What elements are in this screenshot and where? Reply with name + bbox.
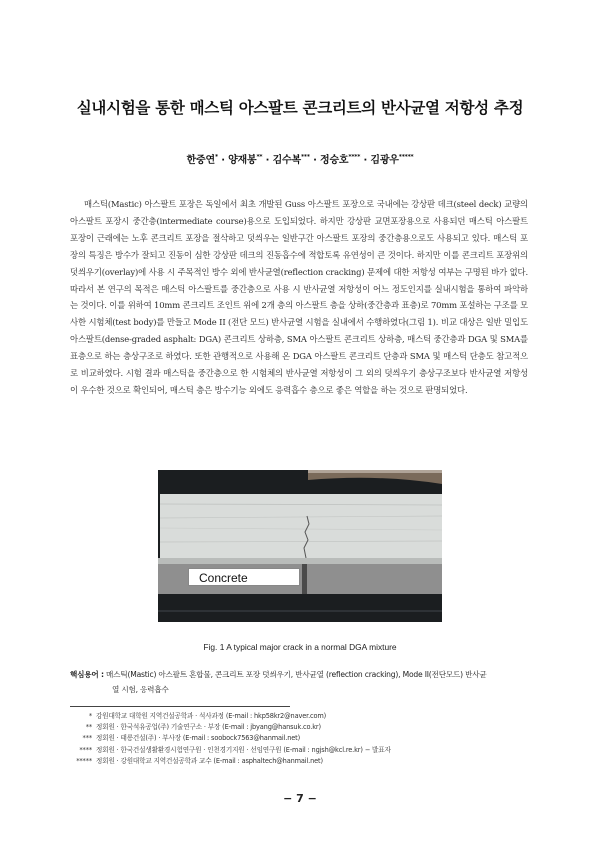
footnote-divider [70, 706, 290, 707]
abstract-body: 매스틱(Mastic) 아스팔트 포장은 독일에서 최초 개발된 Guss 아스팔트 포장으로 국내에는 강상판 데크(steel deck) 교량의 아스팔트 포장시 중간층(intermediate course)용으로 도입되었다. 하지만 강상판 교면포장용으로 사용되던 매스틱 아스팔트 포장이 근래에는 노후 콘크리트 포장을 절삭하고 덧씌우는 일반구간 아스팔트 포장의 중간층용으로도 사용되고 있다. 매스틱 포장의 특징은 방수가 잘되고 진동이 심한 강상판 데크의 진동흡수에 적합토록 유연성이 큰 것이다. 하지만 이를 콘크리트 포장위의 덧씌우기(overlay)에 사용 시 주목적인 방수 외에 반사균열(reflection cracking) 문제에 대한 저항성 여부는 구명된 바가 없다. 따라서 본 연구의 목적은 매스틱 아스팔트를 중간층으로 사용 시 반사균열 저항성이 어느 정도인지를 실내시험을 통하여 파악하는 것이다. 이를 위하여 10mm 콘크리트 조인트 위에 2개 층의 아스팔트 층을 상하(중간층과 표층)로 70mm 포설하는 구조를 모사한 시험체(test body)를 만들고 Mode II (전단 모드) 반사균열 시험을 실내에서 수행하였다(그림 1). 비교 대상은 일반 밀입도 아스팔트(dense-graded asphalt: DGA) 콘크리트 상하층, SMA 아스팔트 콘크리트 상하층, 매스틱 중간층과 DGA 및 SMA를 표층으로 하는 층상구조로 하였다. 또한 관행적으로 사용해 온 DGA 아스팔트 콘크리트 단층과 SMA 및 매스틱 단층도 참고적으로 비교하였다. 시험 결과 매스틱을 중간층으로 한 시험체의 반사균열 저항성이 그 외의 덧씌우기 층상구조보다 반사균열 저항성이 우수한 것으로 확인되어, 매스틱 층은 방수기능 외에도 응력흡수 층으로 좋은 역할을 하는 것으로 판명되었다. [70, 199, 528, 395]
author-name: 김광우 [370, 155, 399, 166]
keywords-line1: 매스틱(Mastic) 아스팔트 혼합물, 콘크리트 포장 덧씌우기, 반사균열 (reflection cracking), Mode II(전단모드) 반사균 [106, 670, 487, 679]
author-separator: · [265, 155, 270, 166]
footnotes [70, 711, 540, 767]
author-separator: · [221, 155, 225, 166]
keywords-line2: 열 시험, 응력흡수 [112, 684, 169, 694]
author-name: 정승호 [320, 155, 349, 166]
footnote [70, 722, 540, 733]
author-name: 한중연 [186, 155, 215, 166]
photo-bottom [158, 594, 442, 622]
test-specimen-photo [158, 470, 442, 622]
footnote-mark: *** [82, 734, 92, 743]
author-list [40, 151, 560, 166]
loading-plate-edge [308, 470, 442, 473]
keywords-heading: 핵심용어 : [70, 670, 104, 679]
author-separator: · [313, 155, 317, 166]
figure-caption: Fig. 1 A typical major crack in a normal DGA mixture [203, 642, 397, 652]
author-mark: ***** [398, 153, 414, 161]
keywords [70, 668, 540, 697]
footnote-text: 강원대학교 대학원 지역건설공학과 · 석사과정 (E-mail : hkp58kr2@naver.com) [96, 712, 327, 720]
footnote-mark: ** [85, 723, 92, 732]
page-number: − 7 − [283, 792, 317, 805]
author-name: 김수복 [272, 155, 301, 166]
footnote [70, 745, 540, 756]
author-mark: *** [300, 153, 310, 161]
concrete-joint [302, 564, 307, 594]
author-separator: · [363, 155, 368, 166]
footnote-mark: ***** [76, 756, 92, 765]
concrete-label: Concrete [188, 568, 300, 586]
author-mark: ** [256, 153, 263, 161]
footnote-text: 정회원 · 강원대학교 지역건설공학과 교수 (E-mail : asphaltech@hanmail.net) [96, 756, 323, 765]
footnote [70, 756, 540, 767]
footnote-mark: * [88, 712, 92, 720]
interface-layer [158, 558, 442, 564]
footnote-text: 정회원 · 한국석유공업(주) 기술연구소 · 부장 (E-mail : jbyang@hansuk.co.kr) [96, 723, 321, 732]
footnote-text: 정회원 · 한국건설생활환경시험연구원 · 인천경기지원 · 선임연구원 (E-mail : ngjsh@kcl.re.kr) − 발표자 [96, 745, 391, 754]
asphalt-layer [160, 494, 442, 558]
footnote-mark: **** [79, 745, 92, 754]
footnote-text: 정회원 · 태릉건설(주) · 부사장 (E-mail : soobock7563@hanmail.net) [96, 734, 300, 743]
footnote [70, 733, 540, 744]
specimen-illustration [158, 470, 442, 622]
author-mark: **** [348, 153, 361, 161]
paper-title: 실내시험을 통한 매스틱 아스팔트 콘크리트의 반사균열 저항성 추정 [76, 99, 524, 117]
author-name: 양재봉 [228, 155, 257, 166]
footnote [70, 711, 540, 722]
author-mark: * [214, 153, 218, 161]
